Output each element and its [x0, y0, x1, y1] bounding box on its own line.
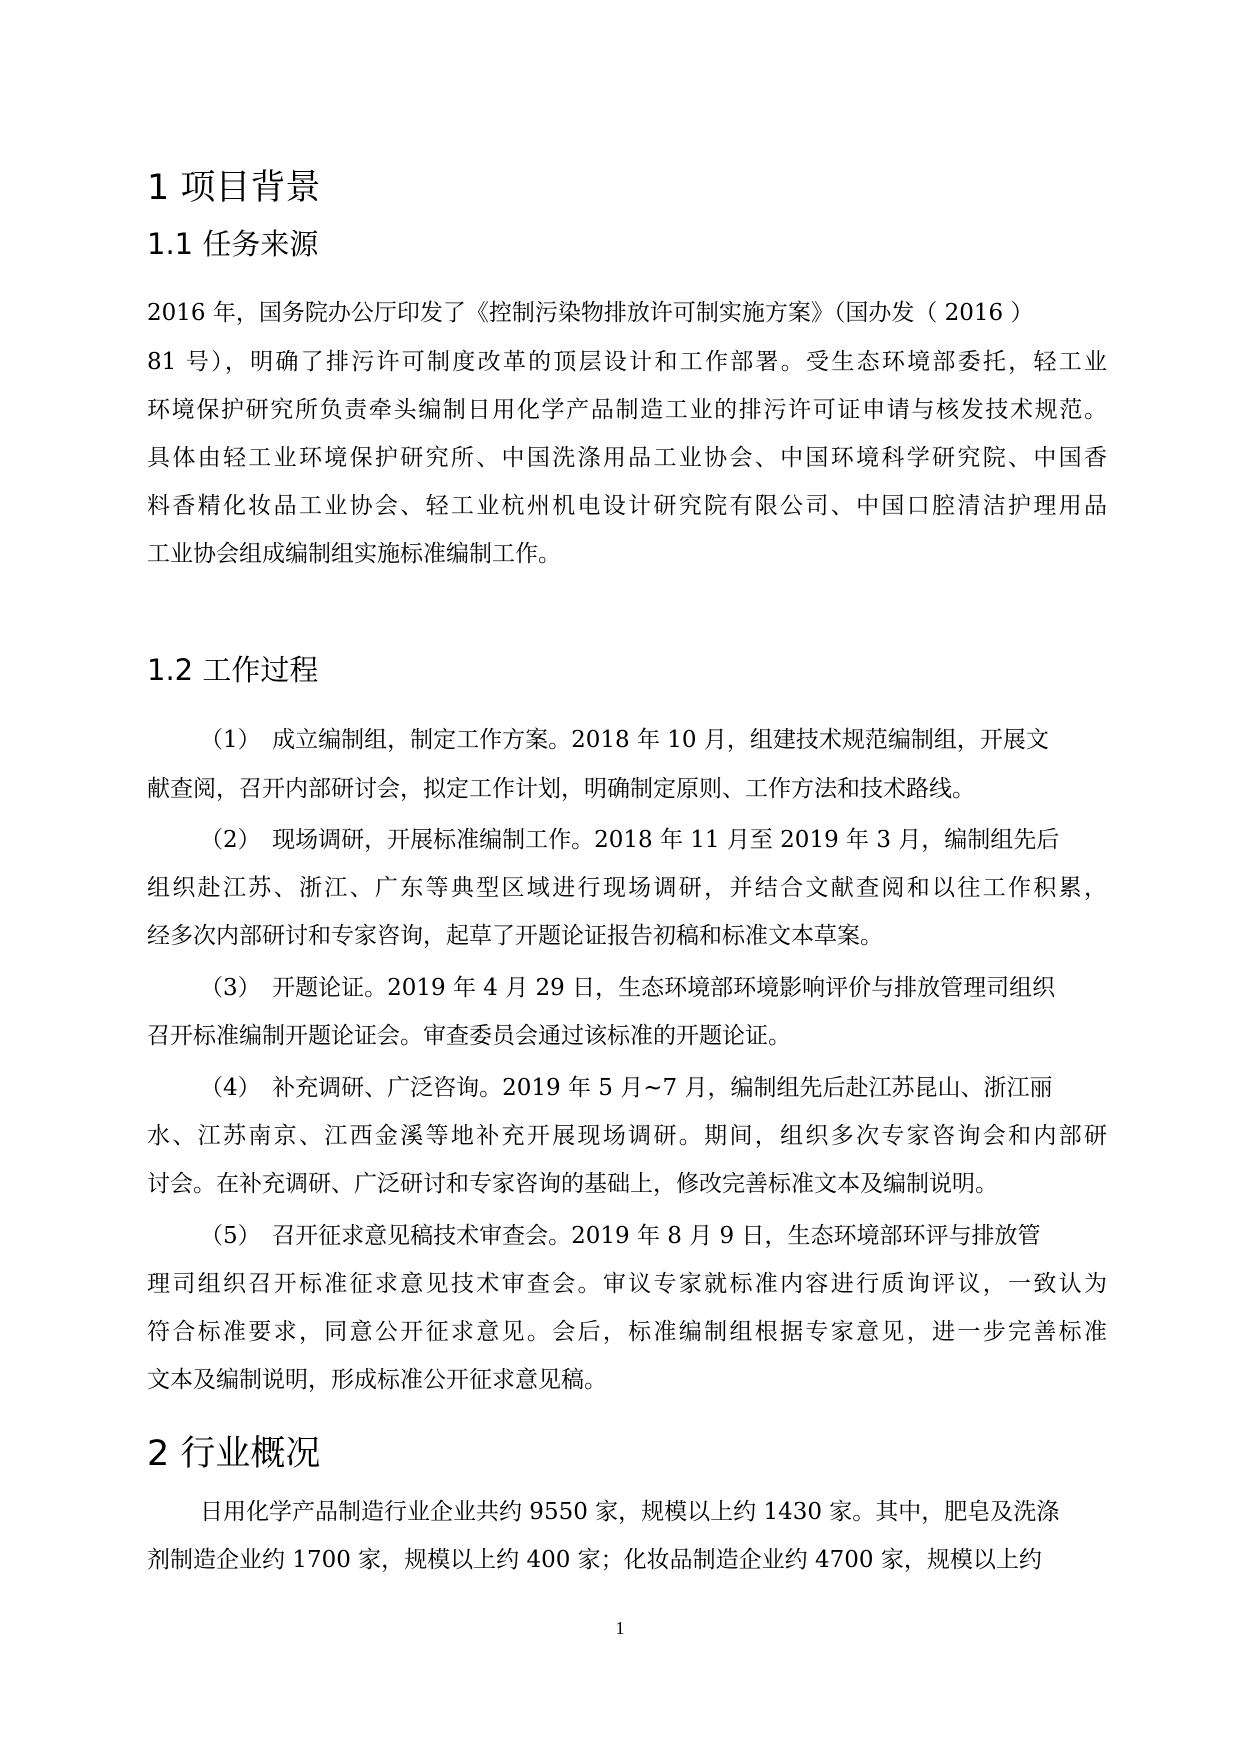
- paragraph-line: 日用化学产品制造行业企业共约 9550 家，规模以上约 1430 家。其中，肥皂及洗涤: [200, 1499, 1060, 1525]
- paragraph-line: 讨会。在补充调研、广泛研讨和专家咨询的基础上，修改完善标准文本及编制说明。: [147, 1171, 998, 1197]
- paragraph-line: 符合标准要求，同意公开征求意见。会后，标准编制组根据专家意见，进一步完善标准: [147, 1319, 1107, 1345]
- paragraph-line: 水、江苏南京、江西金溪等地补充开展现场调研。期间，组织多次专家咨询会和内部研: [147, 1123, 1107, 1149]
- paragraph-line: 组织赴江苏、浙江、广东等典型区域进行现场调研，并结合文献查阅和以往工作积累，: [147, 875, 1107, 901]
- paragraph-line: 料香精化妆品工业协会、轻工业杭州机电设计研究院有限公司、中国口腔清洁护理用品: [147, 493, 1107, 519]
- section-1-1-title: 1.1 任务来源: [147, 227, 319, 261]
- paragraph-line: （2） 现场调研，开展标准编制工作。2018 年 11 月至 2019 年 3 月，编制组先后: [200, 827, 1060, 853]
- paragraph-line: （4） 补充调研、广泛咨询。2019 年 5 月~7 月，编制组先后赴江苏昆山、浙江丽: [200, 1075, 1053, 1101]
- paragraph-line: 具体由轻工业环境保护研究所、中国洗涤用品工业协会、中国环境科学研究院、中国香: [147, 445, 1107, 471]
- paragraph-line: 环境保护研究所负责牵头编制日用化学产品制造工业的排污许可证申请与核发技术规范。: [147, 397, 1107, 423]
- section-1-title: 1 项目背景: [147, 168, 321, 208]
- paragraph-line: 2016 年，国务院办公厅印发了《控制污染物排放许可制实施方案》（国办发（ 2016 ）: [147, 300, 1034, 326]
- paragraph-line: 召开标准编制开题论证会。审查委员会通过该标准的开题论证。: [147, 1023, 791, 1049]
- paragraph-line: （1） 成立编制组，制定工作方案。2018 年 10 月，组建技术规范编制组，开展文: [200, 727, 1049, 753]
- paragraph-line: （3） 开题论证。2019 年 4 月 29 日，生态环境部环境影响评价与排放管理司组织: [200, 975, 1056, 1001]
- paragraph-line: （5） 召开征求意见稿技术审查会。2019 年 8 月 9 日，生态环境部环评与排放管: [200, 1223, 1041, 1249]
- paragraph-line: 献查阅，召开内部研讨会，拟定工作计划，明确制定原则、工作方法和技术路线。: [147, 776, 975, 802]
- paragraph-line: 剂制造企业约 1700 家，规模以上约 400 家；化妆品制造企业约 4700 家，规模以上约: [147, 1547, 1042, 1573]
- paragraph-line: 工业协会组成编制组实施标准编制工作。: [147, 541, 561, 567]
- paragraph-line: 理司组织召开标准征求意见技术审查会。审议专家就标准内容进行质询评议，一致认为: [147, 1271, 1107, 1297]
- section-1-2-title: 1.2 工作过程: [147, 653, 319, 687]
- page-number: 1: [615, 1618, 625, 1638]
- paragraph-line: 经多次内部研讨和专家咨询，起草了开题论证报告初稿和标准文本草案。: [147, 923, 883, 949]
- paragraph-line: 文本及编制说明，形成标准公开征求意见稿。: [147, 1367, 607, 1393]
- section-2-title: 2 行业概况: [147, 1434, 321, 1474]
- paragraph-line: 81 号），明确了排污许可制度改革的顶层设计和工作部署。受生态环境部委托，轻工业: [147, 349, 1107, 375]
